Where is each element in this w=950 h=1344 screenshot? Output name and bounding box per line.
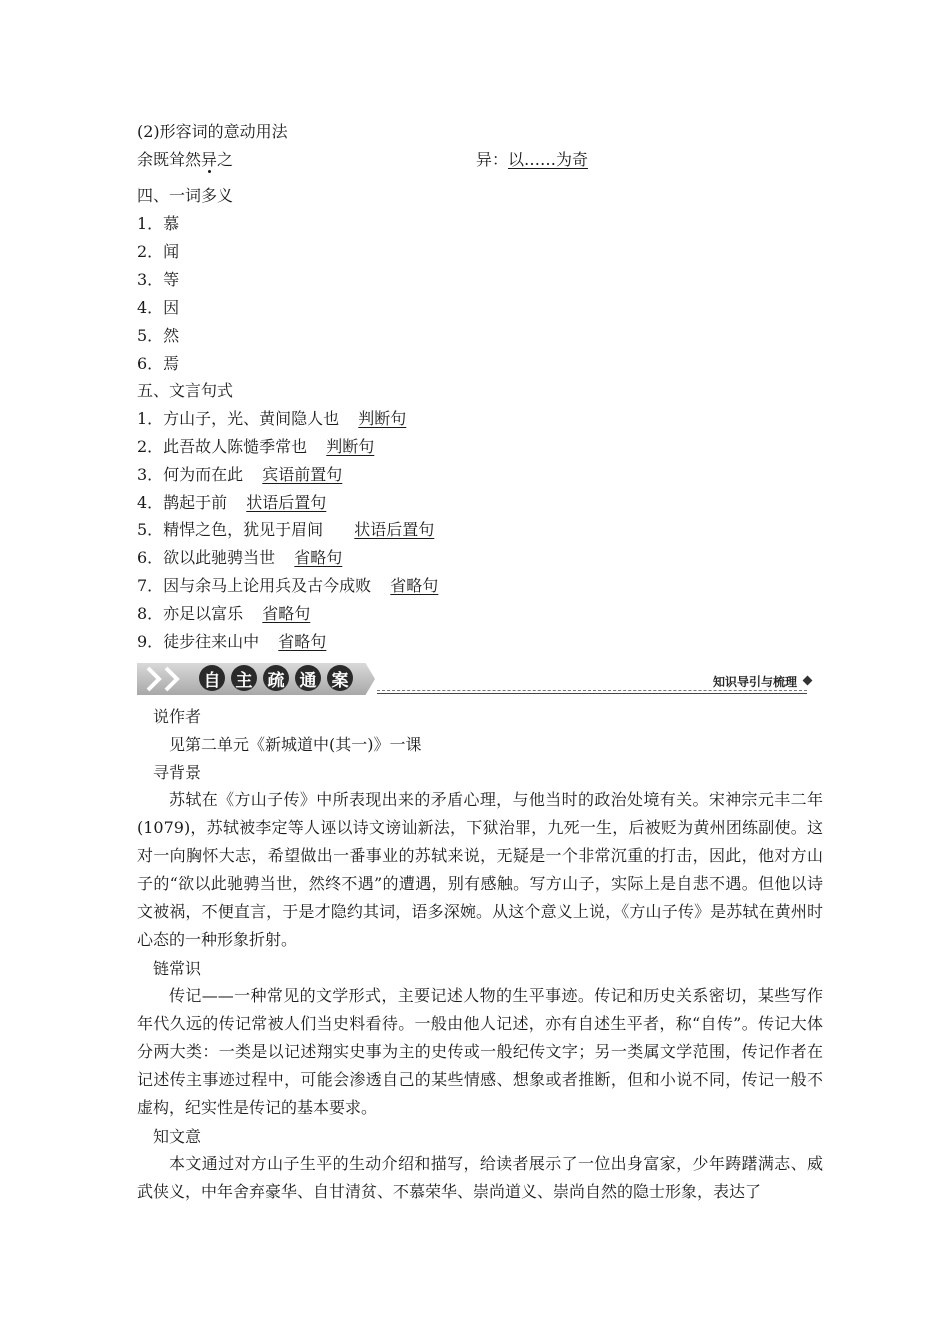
- polysemy-item: 2．闻: [137, 242, 180, 261]
- gloss-label: 异：: [476, 150, 509, 169]
- sentence-pattern-item: [137, 520, 434, 540]
- sentence-text: 7．因与余马上论用兵及古今成败: [137, 576, 372, 595]
- label-background: 寻背景: [153, 763, 202, 782]
- sub-heading: (2)形容词的意动用法: [137, 122, 288, 141]
- sentence-pattern-item: [137, 632, 326, 652]
- sentence-pattern-item: [137, 548, 342, 568]
- sentence-type-answer: 省略句: [278, 632, 327, 651]
- sentence-type-answer: 省略句: [262, 604, 311, 623]
- sentence-text: 9．徒步往来山中: [137, 632, 260, 651]
- sentence-text: 5．精悍之色，犹见于眉间: [137, 520, 324, 539]
- section-heading-sentence-patterns: 五、文言句式: [137, 381, 234, 400]
- sentence-pattern-item: [137, 493, 326, 513]
- section-banner: [137, 663, 817, 697]
- polysemy-item: 3．等: [137, 270, 180, 289]
- banner-title-char: 案: [327, 665, 353, 691]
- sentence-pattern-item: [137, 576, 438, 596]
- banner-title-char: 通: [295, 665, 321, 691]
- sentence-pattern-item: [137, 409, 406, 429]
- sentence-type-answer: 省略句: [390, 576, 439, 595]
- banner-dashed-rule: [377, 690, 807, 691]
- label-knowledge: 链常识: [153, 959, 202, 978]
- knowledge-paragraph: 传记——一种常见的文学形式，主要记述人物的生平事迹。传记和历史关系密切，某些写作年代久远的传记常被人们当史料看待。一般由他人记述，亦有自述生平者，称“自传”。传记大体分两大类：一类是以记述翔实史事为主的史传或一般纪传文字；另一类属文学范围，传记作者在记述传主事迹过程中，可能会渗透自己的某些情感、想象或者推断，但和小说不同，传记一般不虚构，纪实性是传记的基本要求。: [137, 986, 823, 1117]
- label-meaning: 知文意: [153, 1127, 202, 1146]
- sentence-text: 4．鹊起于前: [137, 493, 228, 512]
- sentence-text: 6．欲以此驰骋当世: [137, 548, 276, 567]
- chevron-right-icon: [163, 666, 181, 692]
- sentence-text: 8．亦足以富乐: [137, 604, 244, 623]
- sentence-type-answer: 状语后置句: [246, 493, 327, 512]
- example-sentence-start: 余既耸然: [137, 150, 202, 169]
- chevron-right-icon: [145, 666, 163, 692]
- section-heading-polysemy: 四、一词多义: [137, 186, 234, 205]
- sentence-type-answer: 省略句: [294, 548, 343, 567]
- sentence-pattern-item: [137, 437, 374, 457]
- sentence-pattern-item: [137, 465, 342, 485]
- example-sentence-end: 之: [217, 150, 234, 169]
- polysemy-item: 5．然: [137, 326, 180, 345]
- emphasis-char: 异: [201, 150, 218, 169]
- banner-title-char: 主: [231, 665, 257, 691]
- banner-title-char: 疏: [263, 665, 289, 691]
- banner-solid-rule: [377, 693, 807, 694]
- sentence-type-answer: 状语后置句: [354, 520, 435, 539]
- example-sentence: [137, 150, 233, 170]
- banner-title-char: 自: [199, 665, 225, 691]
- polysemy-item: 6．焉: [137, 354, 180, 373]
- diamond-icon: [803, 676, 813, 686]
- sentence-type-answer: 判断句: [326, 437, 375, 456]
- sentence-type-answer: 判断句: [358, 409, 407, 428]
- meaning-paragraph: 本文通过对方山子生平的生动介绍和描写，给读者展示了一位出身富家，少年踌躇满志、威武侠义，中年舍弃豪华、自甘清贫、不慕荣华、崇尚道义、崇尚自然的隐士形象，表达了: [137, 1154, 823, 1201]
- author-text: 见第二单元《新城道中(其一)》一课: [169, 735, 422, 754]
- sentence-text: 2．此吾故人陈慥季常也: [137, 437, 308, 456]
- example-gloss: [476, 150, 588, 170]
- banner-subtitle: 知识导引与梳理: [712, 675, 797, 689]
- banner-title: [199, 665, 353, 691]
- gloss-answer: 以……为奇: [508, 150, 589, 169]
- sentence-text: 1．方山子，光、黄间隐人也: [137, 409, 340, 428]
- background-paragraph: 苏轼在《方山子传》中所表现出来的矛盾心理，与他当时的政治处境有关。宋神宗元丰二年(1079)，苏轼被李定等人诬以诗文谤讪新法，下狱治罪，九死一生，后被贬为黄州团练副使。这对一向胸怀大志，希望做出一番事业的苏轼来说，无疑是一个非常沉重的打击，因此，他对方山子的“欲以此驰骋当世，然终不遇”的遭遇，别有感触。写方山子，实际上是自悲不遇。但他以诗文被祸，不便直言，于是才隐约其词，语多深婉。从这个意义上说，《方山子传》是苏轼在黄州时心态的一种形象折射。: [137, 790, 823, 949]
- polysemy-item: 4．因: [137, 298, 180, 317]
- sentence-type-answer: 宾语前置句: [262, 465, 343, 484]
- sentence-text: 3．何为而在此: [137, 465, 244, 484]
- sentence-pattern-item: [137, 604, 310, 624]
- label-author: 说作者: [153, 707, 202, 726]
- polysemy-item: 1．慕: [137, 214, 180, 233]
